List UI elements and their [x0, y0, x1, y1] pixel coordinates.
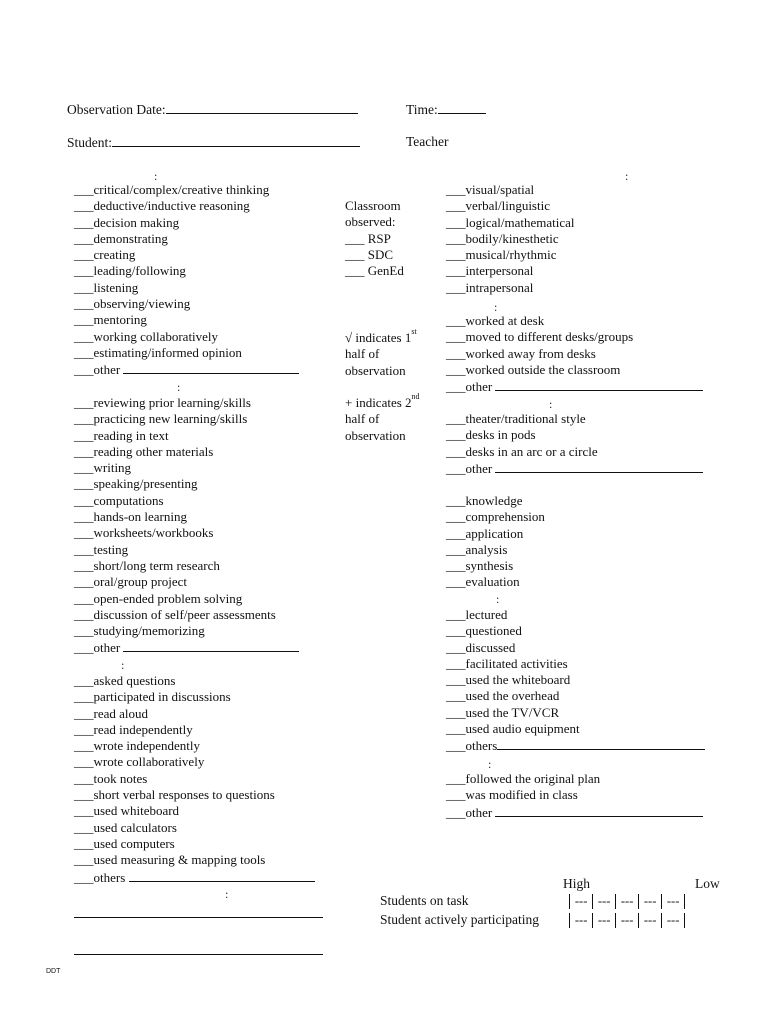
checklist-item[interactable]: ___visual/spatial — [446, 182, 535, 197]
checklist-item[interactable]: ___intrapersonal — [446, 279, 534, 295]
rating-cell[interactable]: --- — [569, 913, 592, 928]
checklist-item[interactable]: ___hands-on learning — [74, 509, 188, 525]
rating-cell[interactable]: --- — [638, 894, 661, 909]
right-section-movement — [446, 313, 703, 394]
student-field[interactable] — [67, 134, 360, 151]
checklist-item[interactable]: ___moved to different desks/groups — [446, 329, 634, 345]
rating-cells — [566, 894, 685, 908]
right-section-seating — [446, 411, 703, 476]
checklist-item[interactable]: ___demonstrating — [74, 230, 168, 246]
checklist-item[interactable]: ___bodily/kinesthetic — [446, 230, 559, 246]
rating-cells — [566, 913, 685, 927]
checklist-item[interactable]: ___used the TV/VCR — [446, 704, 560, 720]
checklist-item[interactable]: ___used measuring & mapping tools — [74, 852, 266, 868]
observation-date-field[interactable] — [67, 101, 358, 118]
comment-line[interactable] — [74, 954, 323, 955]
checklist-item[interactable]: ___participated in discussions — [74, 689, 231, 705]
checklist-item[interactable]: ___lectured — [446, 607, 508, 622]
checklist-item[interactable]: ___used calculators — [74, 819, 177, 835]
checklist-item[interactable]: ___speaking/presenting — [74, 476, 198, 492]
classroom-option-sdc[interactable]: ___ SDC — [345, 246, 394, 262]
footer-code: DDT — [46, 968, 61, 975]
time-label: Time: — [406, 102, 438, 117]
checklist-item[interactable]: ___leading/following — [74, 263, 186, 279]
checklist-item[interactable]: ___discussion of self/peer assessments — [74, 606, 276, 622]
classroom-label: observed: — [345, 214, 396, 230]
checklist-item[interactable]: ___creating — [74, 247, 136, 263]
checklist-item[interactable]: ___short verbal responses to questions — [74, 787, 275, 803]
checklist-item[interactable]: ___knowledge — [446, 493, 523, 508]
checklist-item[interactable]: ___discussed — [446, 639, 516, 655]
checklist-item[interactable]: ___computations — [74, 492, 164, 508]
checklist-item[interactable]: ___theater/traditional style — [446, 411, 586, 426]
checklist-item[interactable]: ___followed the original plan — [446, 771, 601, 786]
checklist-item[interactable]: ___application — [446, 525, 524, 541]
checklist-item-other[interactable]: ___other — [446, 378, 703, 394]
checklist-item[interactable]: ___worksheets/workbooks — [74, 525, 214, 541]
rating-row-participating: Student actively participating --- --- --- --- --- — [380, 912, 685, 928]
rating-cell[interactable]: --- — [638, 913, 661, 928]
checklist-item[interactable]: ___used whiteboard — [74, 803, 180, 819]
checklist-item[interactable]: ___estimating/informed opinion — [74, 344, 242, 360]
checklist-item[interactable]: ___facilitated activities — [446, 655, 568, 671]
left-section-student-actions — [74, 673, 315, 885]
checklist-item[interactable]: ___worked away from desks — [446, 345, 596, 361]
checklist-item[interactable]: ___testing — [74, 541, 129, 557]
checklist-item[interactable]: ___was modified in class — [446, 787, 578, 803]
legend-second-half: + indicates 2nd half of observation — [345, 392, 420, 443]
checklist-item-other[interactable]: ___other — [74, 639, 299, 655]
checklist-item[interactable]: ___listening — [74, 279, 139, 295]
checklist-item[interactable]: ___read aloud — [74, 705, 149, 721]
section-colon: : — [625, 169, 629, 183]
rating-cell[interactable]: --- — [615, 913, 638, 928]
checklist-item[interactable]: ___observing/viewing — [74, 296, 191, 312]
checklist-item-other[interactable]: ___others — [446, 737, 705, 753]
comment-line[interactable] — [74, 917, 323, 918]
rating-cell[interactable]: --- — [592, 913, 615, 928]
checklist-item[interactable]: ___worked at desk — [446, 313, 545, 328]
checklist-item[interactable]: ___questioned — [446, 623, 522, 639]
checklist-item[interactable]: ___used the overhead — [446, 688, 560, 704]
section-colon: : — [488, 757, 492, 771]
rating-row-on-task: Students on task --- --- --- --- --- — [380, 893, 685, 909]
checklist-item[interactable]: ___critical/complex/creative thinking — [74, 182, 270, 197]
teacher-label: Teacher — [406, 134, 449, 149]
right-section-intelligences — [446, 182, 575, 296]
checklist-item[interactable]: ___used audio equipment — [446, 721, 580, 737]
checklist-item[interactable]: ___decision making — [74, 214, 180, 230]
section-colon: : — [494, 300, 498, 314]
rating-cell[interactable]: --- — [615, 894, 638, 909]
right-section-lesson-plan — [446, 771, 703, 820]
checklist-item-other[interactable]: ___other — [74, 361, 299, 377]
classroom-option-rsp[interactable]: ___ RSP — [345, 230, 391, 246]
rating-cell[interactable]: --- — [592, 894, 615, 909]
classroom-option-gened[interactable]: ___ GenEd — [345, 263, 404, 279]
checklist-item[interactable]: ___worked outside the classroom — [446, 361, 621, 377]
checklist-item[interactable]: ___analysis — [446, 541, 508, 557]
checklist-item[interactable]: ___used the whiteboard — [446, 672, 571, 688]
checklist-item[interactable]: ___studying/memorizing — [74, 623, 205, 639]
checklist-item-other[interactable]: ___other — [446, 460, 703, 476]
rating-high-label: High — [563, 876, 590, 891]
checklist-item[interactable]: ___reading in text — [74, 427, 169, 443]
checklist-item[interactable]: ___oral/group project — [74, 574, 187, 590]
section-colon: : — [496, 592, 500, 606]
checklist-item[interactable]: ___read independently — [74, 721, 193, 737]
rating-cell[interactable]: --- — [569, 894, 592, 909]
checklist-item[interactable]: ___wrote collaboratively — [74, 754, 205, 770]
checklist-item[interactable]: ___open-ended problem solving — [74, 590, 243, 606]
checklist-item[interactable]: ___reading other materials — [74, 443, 214, 459]
section-colon: : — [154, 169, 158, 183]
checklist-item[interactable]: ___working collaboratively — [74, 328, 219, 344]
section-colon: : — [549, 397, 553, 411]
checklist-item[interactable]: ___asked questions — [74, 673, 176, 688]
checklist-item[interactable]: ___took notes — [74, 770, 148, 786]
checklist-item[interactable]: ___used computers — [74, 835, 175, 851]
checklist-item[interactable]: ___short/long term research — [74, 557, 220, 573]
checklist-item[interactable]: ___deductive/inductive reasoning — [74, 198, 250, 214]
checklist-item[interactable]: ___reviewing prior learning/skills — [74, 395, 251, 410]
checklist-item[interactable]: ___musical/rhythmic — [446, 247, 557, 263]
left-section-thinking — [74, 182, 299, 378]
right-section-blooms — [446, 493, 545, 591]
checklist-item[interactable]: ___evaluation — [446, 574, 520, 590]
right-section-teacher — [446, 607, 705, 754]
observation-date-label: Observation Date: — [67, 102, 166, 117]
left-section-activities — [74, 395, 299, 656]
classroom-observed — [345, 198, 404, 279]
section-colon: : — [225, 887, 229, 901]
legend-first-half: √ indicates 1st half of observation — [345, 327, 417, 378]
checklist-item[interactable]: ___logical/mathematical — [446, 214, 575, 230]
checklist-item[interactable]: ___mentoring — [74, 312, 147, 328]
checklist-item[interactable]: ___interpersonal — [446, 263, 534, 279]
student-label: Student: — [67, 135, 113, 150]
checklist-item[interactable]: ___wrote independently — [74, 738, 200, 754]
section-colon: : — [177, 380, 181, 394]
checklist-item[interactable]: ___practicing new learning/skills — [74, 411, 248, 427]
time-field[interactable] — [406, 101, 486, 118]
checklist-item-other[interactable]: ___others — [74, 869, 315, 885]
checklist-item[interactable]: ___desks in an arc or a circle — [446, 443, 598, 459]
rating-low-label: Low — [695, 876, 720, 891]
classroom-label: Classroom — [345, 198, 401, 213]
rating-cell[interactable]: --- — [661, 913, 685, 928]
checklist-item[interactable]: ___writing — [74, 460, 132, 476]
checklist-item[interactable]: ___comprehension — [446, 509, 545, 525]
rating-cell[interactable]: --- — [661, 894, 685, 909]
checklist-item[interactable]: ___verbal/linguistic — [446, 198, 550, 214]
checklist-item-other[interactable]: ___other — [446, 804, 703, 820]
section-colon: : — [121, 658, 125, 672]
checklist-item[interactable]: ___desks in pods — [446, 427, 536, 443]
checklist-item[interactable]: ___synthesis — [446, 558, 514, 574]
